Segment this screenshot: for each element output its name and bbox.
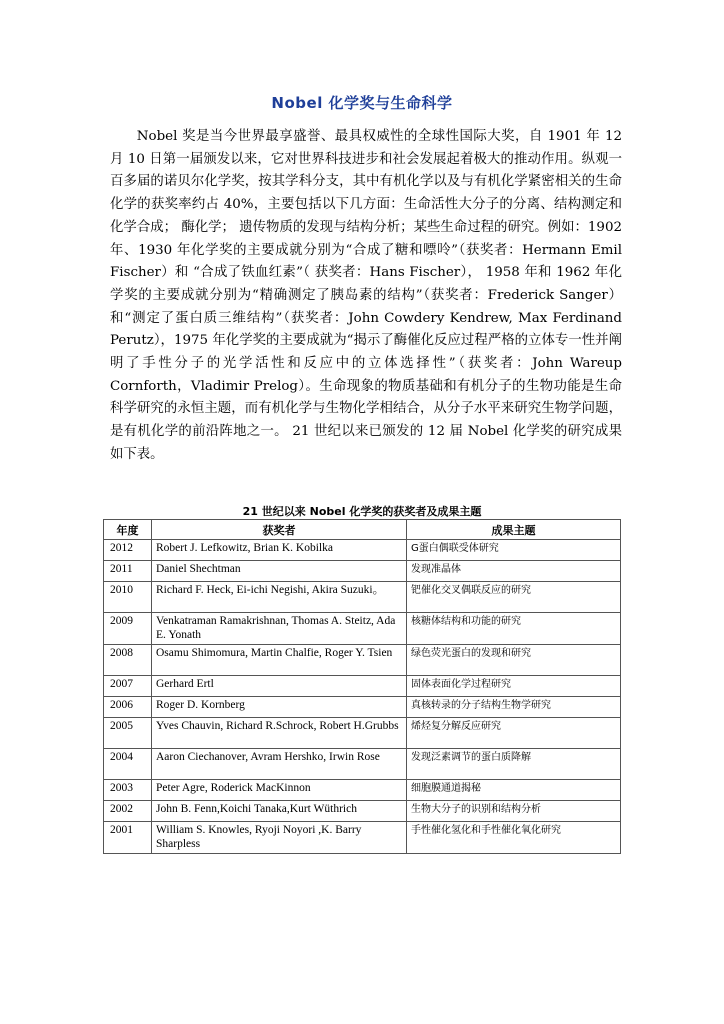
laureates-cell: Osamu Shimomura, Martin Chalfie, Roger Y. Tsien [152, 645, 407, 676]
table-row [104, 645, 621, 676]
laureates-cell: Aaron Ciechanover, Avram Hershko, Irwin Rose [152, 749, 407, 780]
table-row [104, 749, 621, 780]
laureates-cell: Daniel Shechtman [152, 561, 407, 582]
laureates-cell: Venkatraman Ramakrishnan, Thomas A. Steitz, Ada E. Yonath [152, 613, 407, 645]
year-cell: 2007 [104, 676, 152, 697]
topic-cell: 钯催化交叉偶联反应的研究 [407, 582, 621, 613]
year-cell: 2005 [104, 718, 152, 749]
year-cell: 2004 [104, 749, 152, 780]
laureates-cell: Robert J. Lefkowitz, Brian K. Kobilka [152, 540, 407, 561]
year-cell: 2009 [104, 613, 152, 645]
topic-cell: G蛋白偶联受体研究 [407, 540, 621, 561]
year-cell: 2001 [104, 822, 152, 854]
laureates-cell: John B. Fenn,Koichi Tanaka,Kurt Wüthrich [152, 801, 407, 822]
page-title: Nobel 化学奖与生命科学 [271, 94, 453, 112]
table-row [104, 780, 621, 801]
topic-cell: 生物大分子的识别和结构分析 [407, 801, 621, 822]
body-paragraph: Nobel 奖是当今世界最享盛誉、最具权威性的全球性国际大奖，自 1901 年 12 月 10 日第一届颁发以来，它对世界科技进步和社会发展起着极大的推动作用。纵观一百多届的诺贝尔化学奖，按其学科分支，其中有机化学以及与有机化学紧密相关的生命化学的获奖率约占 40%，主要包括以下几方面：生命活性大分子的分离、结构测定和化学合成； 酶化学； 遗传物质的发现与结构分析；某些生命过程的研究。例如：1902 年、1930 年化学奖的主要成就分别为“合成了糖和嘌呤”（获奖者：Hermann Emil Fischer）和 “合成了铁血红素”（ 获奖者：Hans Fischer）， 1958 年和 1962 年化学奖的主要成就分别为“精确测定了胰岛素的结构”（获奖者：Frederick Sanger）和“测定了蛋白质三维结构”（获奖者：John Cowdery Kendrew, Max Ferdinand Perutz），1975 年化学奖的主要成就为“揭示了酶催化反应过程严格的立体专一性并阐明了手性分子的光学活性和反应中的立体选择性”（获奖者：John Wareup Cornforth，Vladimir Prelog）。生命现象的物质基础和有机分子的生物功能是生命科学研究的永恒主题，而有机化学与生物化学相结合，从分子水平来研究生物学问题，是有机化学的前沿阵地之一。 21 世纪以来已颁发的 12 届 Nobel 化学奖的研究成果如下表。 [110, 129, 622, 462]
laureates-cell: Roger D. Kornberg [152, 697, 407, 718]
topic-cell: 手性催化氢化和手性催化氧化研究 [407, 822, 621, 854]
year-cell: 2006 [104, 697, 152, 718]
nobel-table [103, 519, 621, 854]
table-row [104, 718, 621, 749]
header-topic: 成果主题 [407, 520, 621, 540]
laureates-cell: Richard F. Heck, Ei-ichi Negishi, Akira Suzuki。 [152, 582, 407, 613]
year-cell: 2003 [104, 780, 152, 801]
header-year: 年度 [104, 520, 152, 540]
table-row [104, 801, 621, 822]
laureates-cell: William S. Knowles, Ryoji Noyori ,K. Barry Sharpless [152, 822, 407, 854]
table-row [104, 697, 621, 718]
table-header-row [104, 520, 621, 540]
header-laureates: 获奖者 [152, 520, 407, 540]
topic-cell: 烯烃复分解反应研究 [407, 718, 621, 749]
table-row [104, 613, 621, 645]
table-row [104, 822, 621, 854]
topic-cell: 核糖体结构和功能的研究 [407, 613, 621, 645]
year-cell: 2002 [104, 801, 152, 822]
year-cell: 2010 [104, 582, 152, 613]
topic-cell: 发现泛素调节的蛋白质降解 [407, 749, 621, 780]
table-row [104, 540, 621, 561]
table-row [104, 561, 621, 582]
topic-cell: 真核转录的分子结构生物学研究 [407, 697, 621, 718]
topic-cell: 绿色荧光蛋白的发现和研究 [407, 645, 621, 676]
table-caption: 21 世纪以来 Nobel 化学奖的获奖者及成果主题 [242, 505, 482, 518]
laureates-cell: Gerhard Ertl [152, 676, 407, 697]
topic-cell: 固体表面化学过程研究 [407, 676, 621, 697]
year-cell: 2012 [104, 540, 152, 561]
topic-cell: 细胞膜通道揭秘 [407, 780, 621, 801]
table-row [104, 582, 621, 613]
table-row [104, 676, 621, 697]
year-cell: 2008 [104, 645, 152, 676]
year-cell: 2011 [104, 561, 152, 582]
laureates-cell: Yves Chauvin, Richard R.Schrock, Robert H.Grubbs [152, 718, 407, 749]
topic-cell: 发现准晶体 [407, 561, 621, 582]
laureates-cell: Peter Agre, Roderick MacKinnon [152, 780, 407, 801]
